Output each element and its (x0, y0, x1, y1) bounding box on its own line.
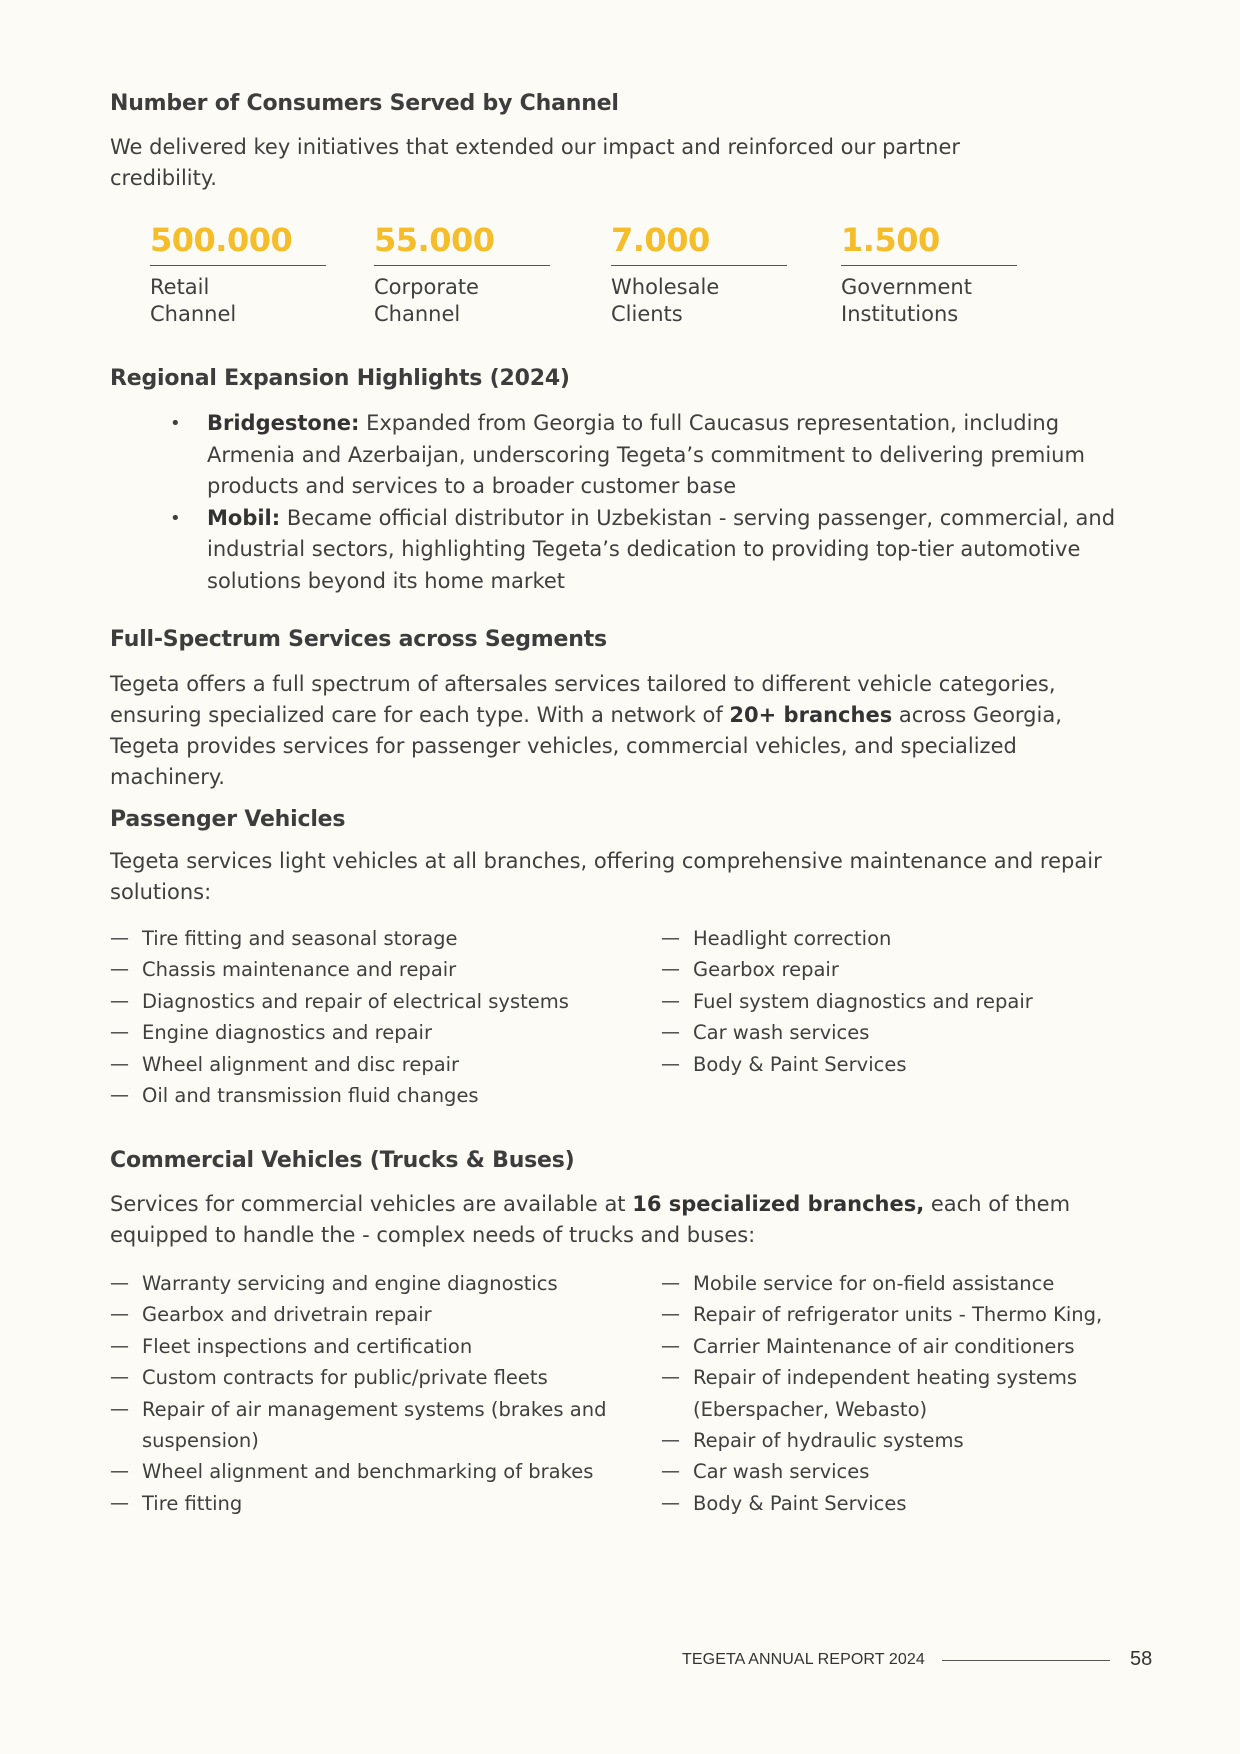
stat-retail (150, 218, 326, 328)
stat-value: 7.000 (611, 221, 710, 259)
full-spectrum-text (110, 669, 1120, 793)
passenger-intro: Tegeta services light vehicles at all branches, offering comprehensive maintenance and repair solutions: (110, 849, 1102, 904)
stat-value: 1.500 (841, 221, 940, 259)
list-item (110, 954, 650, 985)
dash-icon: — (661, 1021, 680, 1044)
list-item (110, 1080, 650, 1111)
bullet-icon: • (170, 413, 181, 434)
page-number: 58 (1130, 1648, 1153, 1670)
consumers-intro: We delivered key initiatives that extended our impact and reinforced our partner credibility. (110, 135, 961, 190)
dash-icon: — (661, 1460, 680, 1483)
stat-value: 55.000 (374, 221, 495, 259)
item-text: Repair of independent heating systems (Eberspacher, Webasto) (693, 1366, 1078, 1421)
list-item (661, 1049, 1131, 1080)
dash-icon: — (661, 1052, 680, 1075)
brand-name: Mobil: (207, 505, 281, 530)
branches-count: 16 specialized branches, (632, 1192, 925, 1216)
dash-icon: — (661, 1429, 680, 1452)
commercial-intro (110, 1189, 1110, 1251)
passenger-services-left (110, 923, 650, 1111)
dash-icon: — (110, 989, 129, 1012)
item-text: Warranty servicing and engine diagnostics (142, 1272, 558, 1295)
dash-icon: — (661, 1366, 680, 1389)
consumers-heading: Number of Consumers Served by Channel (110, 91, 619, 116)
stat-label-line: Wholesale (611, 275, 720, 299)
list-item (661, 1268, 1131, 1299)
item-text: Engine diagnostics and repair (142, 1021, 432, 1045)
dash-icon: — (661, 1491, 680, 1514)
list-item (110, 1362, 650, 1393)
list-item (110, 923, 650, 954)
item-text: Custom contracts for public/private fleets (142, 1366, 548, 1390)
regional-heading: Regional Expansion Highlights (2024) (110, 366, 570, 391)
item-text: Became official distributor in Uzbekistan - serving passenger, commercial, and industrial sectors, highlighting Tegeta’s dedication to providing top-tier automotive solutions beyond its home market (207, 505, 1116, 593)
item-text: Gearbox repair (693, 958, 839, 982)
bullet-icon: • (170, 507, 181, 529)
stat-corporate (374, 218, 550, 328)
item-text: Body & Paint Services (693, 1052, 907, 1076)
list-item (661, 954, 1131, 985)
stat-label-line: Retail (150, 275, 210, 299)
stat-label (841, 274, 1017, 328)
footer-divider (942, 1660, 1110, 1661)
text-segment: across Georgia, Tegeta provides services for passenger vehicles, commercial vehicles, and specialized machinery. (110, 703, 1062, 789)
stat-label-line: Government (841, 275, 972, 299)
dash-icon: — (110, 1491, 129, 1514)
item-text: Wheel alignment and disc repair (142, 1052, 460, 1076)
dash-icon: — (661, 958, 680, 981)
stat-label-line: Corporate (374, 275, 479, 299)
list-item (661, 1425, 1131, 1456)
commercial-services-right (661, 1268, 1131, 1519)
stat-government (841, 218, 1017, 328)
list-item (661, 1362, 1131, 1425)
list-item (110, 986, 650, 1017)
list-item (661, 923, 1131, 954)
item-text: Body & Paint Services (693, 1491, 907, 1515)
branches-count: 20+ branches (729, 703, 893, 727)
item-text: Expanded from Georgia to full Caucasus representation, including Armenia and Azerbaijan, underscoring Tegeta’s commitment to delivering premium products and services to a broader customer base (207, 411, 1085, 498)
list-item (661, 986, 1131, 1017)
footer-title: TEGETA ANNUAL REPORT 2024 (682, 1651, 925, 1668)
item-text: Headlight correction (693, 927, 892, 950)
item-text: Repair of refrigerator units - Thermo King, (693, 1303, 1103, 1327)
dash-icon: — (661, 1303, 680, 1326)
stat-divider (374, 265, 550, 266)
dash-icon: — (661, 927, 680, 949)
text-segment: Services for commercial vehicles are available at (110, 1192, 633, 1216)
commercial-heading: Commercial Vehicles (Trucks & Buses) (110, 1148, 575, 1173)
stat-label (150, 274, 326, 328)
dash-icon: — (110, 1334, 129, 1357)
item-text: Chassis maintenance and repair (142, 958, 457, 982)
list-item (110, 1299, 650, 1330)
list-item (661, 1299, 1131, 1330)
list-item (170, 408, 1130, 503)
dash-icon: — (661, 989, 680, 1012)
dash-icon: — (110, 927, 129, 949)
item-text: Diagnostics and repair of electrical systems (142, 989, 569, 1013)
stat-value: 500.000 (150, 221, 293, 259)
list-item (661, 1017, 1131, 1048)
dash-icon: — (110, 1397, 129, 1420)
dash-icon: — (110, 1460, 129, 1483)
stat-divider (611, 265, 787, 266)
dash-icon: — (110, 1272, 129, 1294)
stat-divider (150, 265, 326, 266)
item-text: Repair of hydraulic systems (693, 1429, 964, 1453)
dash-icon: — (110, 1366, 129, 1389)
list-item (661, 1456, 1131, 1487)
item-text: Mobile service for on-field assistance (693, 1272, 1055, 1295)
item-text: Fleet inspections and certification (142, 1334, 473, 1358)
list-item (110, 1017, 650, 1048)
stat-label-line: Channel (374, 302, 461, 326)
dash-icon: — (661, 1272, 680, 1294)
regional-list (170, 408, 1130, 597)
stat-divider (841, 265, 1017, 266)
list-item (110, 1331, 650, 1362)
passenger-services-right (661, 923, 1131, 1080)
dash-icon: — (110, 1052, 129, 1075)
item-text: Carrier Maintenance of air conditioners (693, 1334, 1075, 1358)
item-text: Tire fitting (142, 1491, 243, 1515)
list-item (661, 1488, 1131, 1519)
item-text: Tire fitting and seasonal storage (142, 927, 458, 950)
stat-label (374, 274, 550, 328)
list-item (110, 1456, 650, 1487)
list-item (110, 1488, 650, 1519)
item-text: Wheel alignment and benchmarking of brakes (142, 1460, 594, 1484)
item-text: Fuel system diagnostics and repair (693, 989, 1033, 1013)
brand-name: Bridgestone: (207, 411, 360, 435)
stat-label-line: Channel (150, 302, 237, 326)
dash-icon: — (110, 1084, 129, 1107)
list-item (661, 1331, 1131, 1362)
item-text: Car wash services (693, 1021, 870, 1045)
list-item (110, 1049, 650, 1080)
stat-label-line: Clients (611, 302, 683, 326)
page-footer (682, 1648, 1157, 1672)
item-text: Car wash services (693, 1460, 870, 1484)
item-text: Oil and transmission fluid changes (142, 1084, 479, 1108)
item-text: Repair of air management systems (brakes and suspension) (142, 1397, 607, 1453)
dash-icon: — (110, 1021, 129, 1044)
text-segment: Tegeta offers a full spectrum of aftersales services tailored to different vehicle categories, ensuring specialized care for each type. With a network of (110, 672, 1056, 727)
full-spectrum-heading: Full-Spectrum Services across Segments (110, 627, 607, 652)
stat-label (611, 274, 787, 328)
list-item (110, 1394, 650, 1457)
stat-label-line: Institutions (841, 302, 959, 326)
passenger-heading: Passenger Vehicles (110, 807, 346, 832)
list-item (170, 503, 1130, 598)
dash-icon: — (110, 958, 129, 981)
commercial-services-left (110, 1268, 650, 1519)
item-text: Gearbox and drivetrain repair (142, 1303, 432, 1327)
list-item (110, 1268, 650, 1299)
dash-icon: — (661, 1334, 680, 1357)
text-segment: each of them equipped to handle the - complex needs of trucks and buses: (110, 1192, 1071, 1247)
consumer-stats (150, 218, 1050, 338)
dash-icon: — (110, 1303, 129, 1326)
stat-wholesale (611, 218, 787, 328)
